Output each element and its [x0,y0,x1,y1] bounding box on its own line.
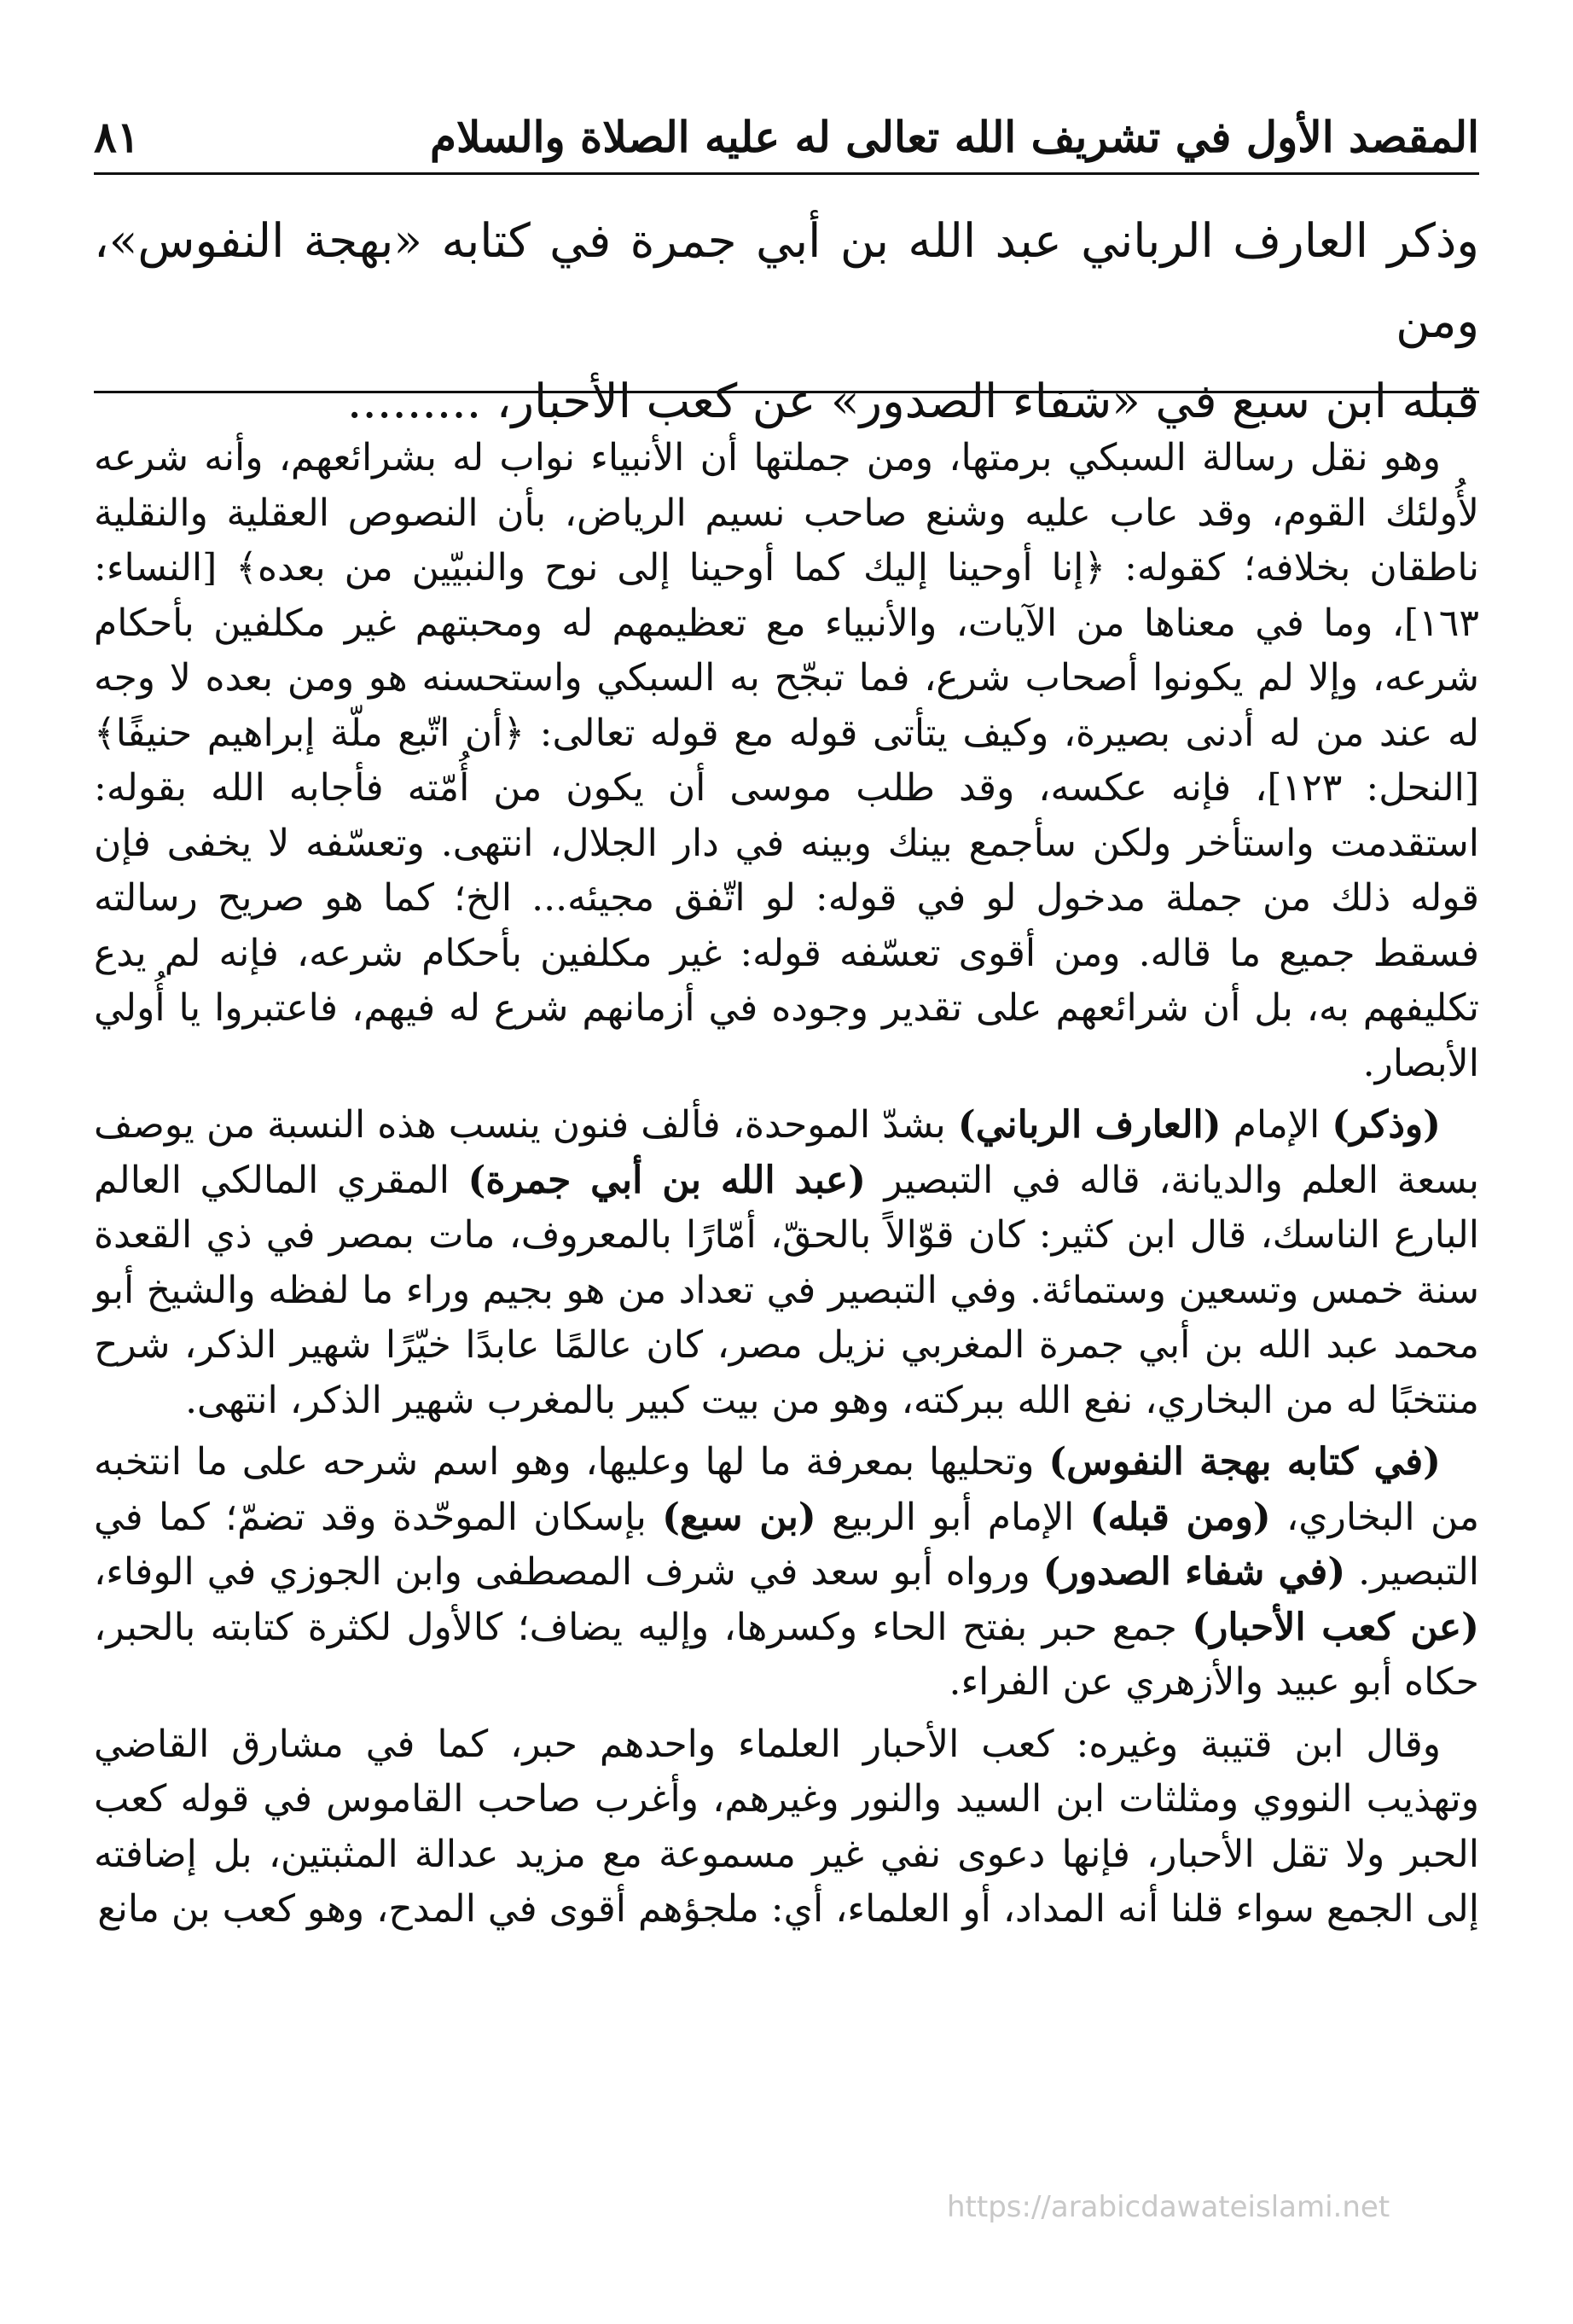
commentary-paragraph-2 [94,1098,1479,1428]
separator-rule [94,391,1479,393]
bold-term: (ومن قبله) [1089,1495,1271,1539]
commentary-paragraph-1: وهو نقل رسالة السبكي برمتها، ومن جملتها أن الأنبياء نواب له بشرائعهم، وأنه شرعه لأُولئك القوم، وقد عاب عليه وشنع صاحب نسيم الرياض، بأن النصوص العقلية والنقلية ناطقان بخلافه؛ كقوله: ﴿إنا أوحينا إليك كما أوحينا إلى نوح والنبيّين من بعده﴾ [النساء: ١٦٣]، وما في معناها من الآيات، والأنبياء مع تعظيمهم له ومحبتهم غير مكلفين بأحكام شرعه، وإلا لم يكونوا أصحاب شرع، فما تبجّح به السبكي واستحسنه هو ومن بعده لا وجه له عند من له أدنى بصيرة، وكيف يتأتى قوله مع قوله تعالى: ﴿أن اتّبع ملّة إبراهيم حنيفًا﴾ [النحل: ١٢٣]، فإنه عكسه، وقد طلب موسى أن يكون من أُمّته فأجابه الله بقوله: استقدمت واستأخر ولكن سأجمع بينك وبينه في دار الجلال، انتهى. وتعسّفه لا يخفى فإن قوله ذلك من جملة مدخول لو في قوله: لو اتّفق مجيئه... الخ؛ كما هو صريح رسالته فسقط جميع ما قاله. ومن أقوى تعسّفه قوله: غير مكلفين بأحكام شرعه، فإنه لم يدع تكليفهم به، بل أن شرائعهم على تقدير وجوده في أزمانهم شرع له فيهم، فاعتبروا يا أُولي الأبصار. [94,436,1480,1085]
main-text-line-2: قبله ابن سبع في «شفاء الصدور» عن كعب الأحبار، ......... [346,374,1479,428]
bold-term: (في كتابه بهجة النفوس) [1048,1440,1441,1484]
running-title: المقصد الأول في تشريف الله تعالى له عليه الصلاة والسلام [429,112,1479,162]
text-run: الإمام أبو الربيع [816,1495,1090,1539]
watermark-url: https://arabicdawateislami.net [947,2190,1390,2224]
bold-term: (العارف الرباني) [957,1103,1222,1147]
text-run: وتحليها بمعرفة ما لها وعليها، وهو اسم شرحه على ما انتخبه من البخاري، [94,1440,1480,1539]
text-run: ورواه أبو سعد في شرف المصطفى وابن الجوزي في الوفاء، [94,1550,1043,1594]
bold-term: (عن كعب الأحبار) [1192,1605,1479,1649]
page-number: ٨١ [94,112,140,162]
main-text-line-1: وذكر العارف الرباني عبد الله بن أبي جمرة في كتابه «بهجة النفوس»، ومن [94,213,1479,348]
text-run: بشدّ الموحدة، فألف فنون ينسب هذه النسبة من يوصف بسعة العلم والديانة، قاله في التبصير [94,1103,1479,1202]
commentary-paragraph-3 [94,1435,1479,1711]
text-run: جمع حبر بفتح الحاء وكسرها، وإليه يضاف؛ كالأول لكثرة كتابته بالحبر، حكاه أبو عبيد والأزهري عن الفراء. [94,1605,1479,1704]
text-run: بإسكان الموحّدة وقد تضمّ؛ كما في التبصير. [94,1495,1479,1594]
text-run: المقري المالكي العالم البارع الناسك، قال ابن كثير: كان قوّالاً بالحقّ، أمّارًا بالمعروف، مات بمصر في ذي القعدة سنة خمس وتسعين وستمائة. وفي التبصير في تعداد من هو بجيم وراء ما لفظه والشيخ أبو محمد عبد الله بن أبي جمرة المغربي نزيل مصر، كان عالمًا عابدًا خيّرًا شهير الذكر، شرح منتخبًا له من البخاري، نفع الله ببركته، وهو من بيت كبير بالمغرب شهير الذكر، انتهى. [94,1158,1480,1422]
bold-term: (بن سبع) [662,1495,816,1539]
commentary-paragraph-4: وقال ابن قتيبة وغيره: كعب الأحبار العلماء واحدهم حبر، كما في مشارق القاضي وتهذيب النووي ومثلثات ابن السيد والنور وغيرهم، وأغرب صاحب القاموس في قوله كعب الحبر ولا تقل الأحبار، فإنها دعوى نفي غير مسموعة مع مزيد عدالة المثبتين، بل إضافته إلى الجمع سواء قلنا أنه المداد، أو العلماء، أي: ملجؤهم أقوى في المدح، وهو كعب بن مانع [94,1722,1479,1931]
main-text [94,200,1479,441]
commentary [94,431,1479,1944]
bold-term: (في شفاء الصدور) [1042,1550,1346,1594]
bold-term: (وذكر) [1332,1103,1441,1147]
text-run: الإمام [1221,1103,1332,1147]
page-header [94,85,1479,175]
bold-term: (عبد الله بن أبي جمرة) [467,1158,866,1202]
